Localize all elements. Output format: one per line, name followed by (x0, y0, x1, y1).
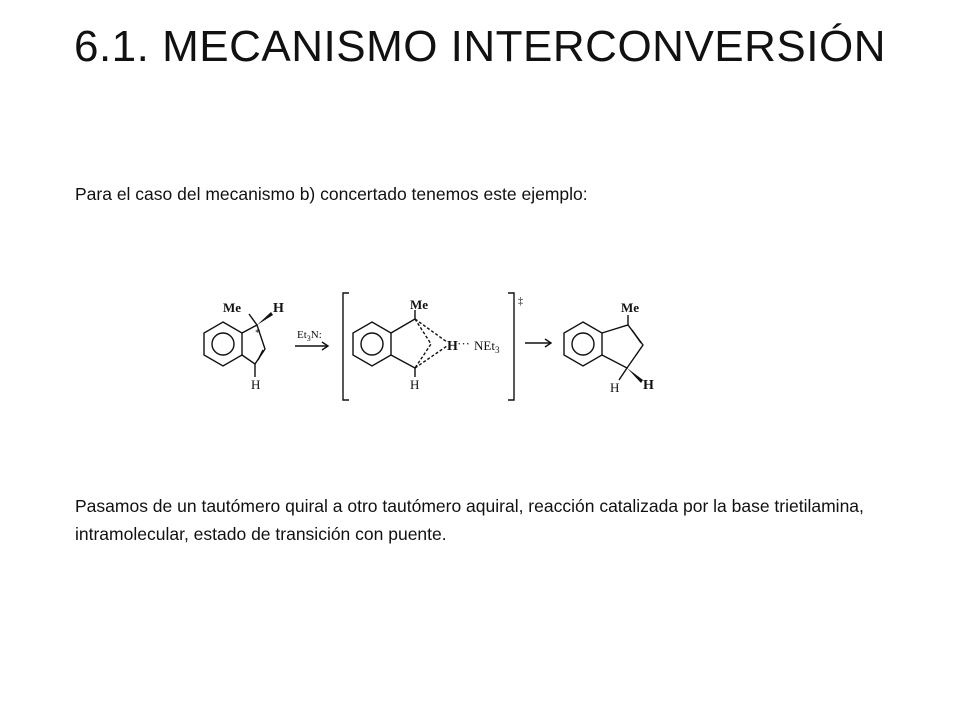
ts-me-label: Me (410, 297, 429, 312)
slide-title: 6.1. MECANISMO INTERCONVERSIÓN (73, 22, 886, 71)
reactant-molecule (204, 300, 284, 392)
reagent-arrow (295, 329, 328, 350)
reagent-label: $Et_3N$: (297, 329, 322, 343)
ts-dots: ··· (457, 336, 470, 351)
reactant-me-label: Me (223, 300, 242, 315)
ts-h-bridge-label: H (447, 339, 458, 354)
ts-base-label: NEt$_3$ (474, 338, 500, 355)
ts-h-bottom-label: H (410, 377, 420, 392)
ts-dagger: ‡ (518, 296, 523, 307)
product-molecule (564, 300, 654, 395)
product-me-label: Me (621, 300, 640, 315)
conclusion-text: Pasamos de un tautómero quiral a otro tautómero aquiral, reacción catalizada por la base trietilamina, intramolecular, estado de transición con puente. (75, 496, 864, 544)
product-arrow (525, 339, 551, 347)
product-h-left-label: H (610, 380, 620, 395)
intro-text: Para el caso del mecanismo b) concertado tenemos este ejemplo: (75, 184, 588, 204)
reactant-stereo-mark: * (255, 327, 261, 339)
reaction-scheme (185, 288, 675, 406)
reactant-h-bottom-label: H (251, 377, 261, 392)
reactant-h-top-label: H (273, 301, 284, 316)
product-h-right-label: H (643, 378, 654, 393)
transition-state (343, 293, 523, 400)
